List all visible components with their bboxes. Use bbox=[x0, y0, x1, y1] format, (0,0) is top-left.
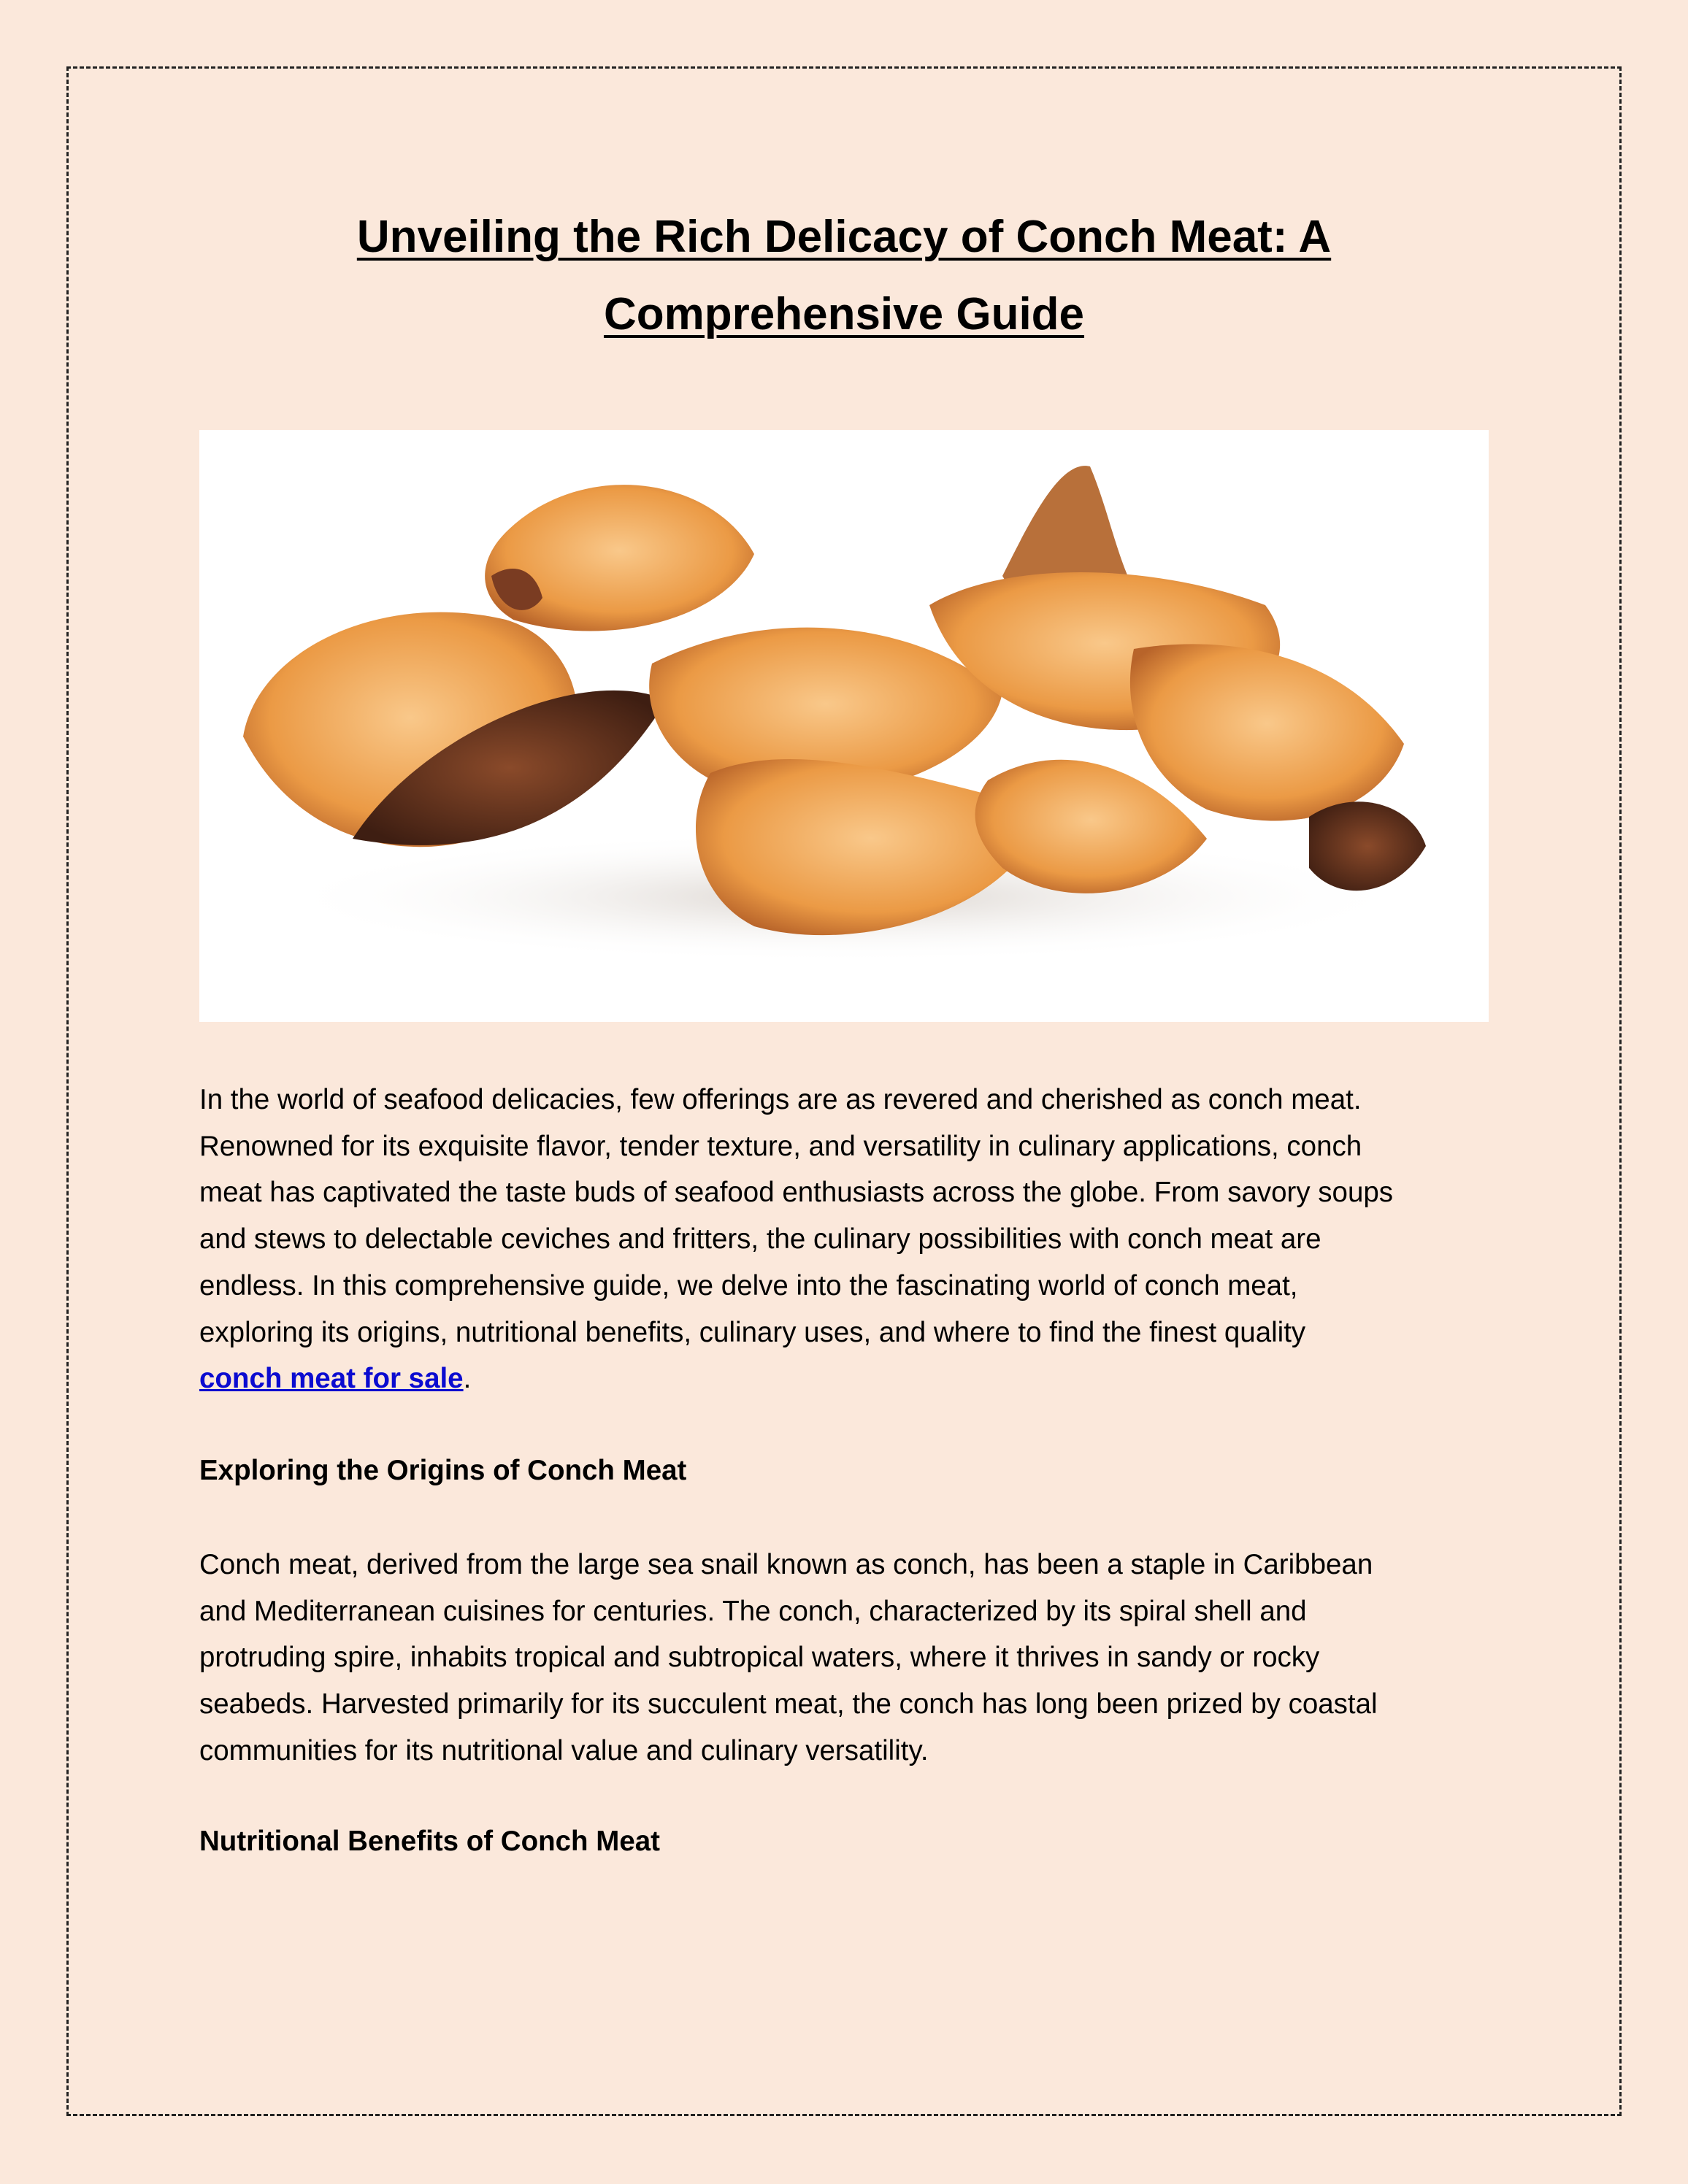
period: . bbox=[463, 1363, 472, 1395]
text-line: Conch meat, derived from the large sea snail known as conch, has been a staple in Caribbean bbox=[199, 1549, 1373, 1580]
origins-paragraph bbox=[199, 1542, 1378, 1774]
text-line: Renowned for its exquisite flavor, tender texture, and versatility in culinary applications, conch bbox=[199, 1130, 1362, 1162]
section-heading-origins: Exploring the Origins of Conch Meat bbox=[199, 1455, 687, 1486]
intro-paragraph bbox=[199, 1077, 1393, 1402]
section-heading-nutrition: Nutritional Benefits of Conch Meat bbox=[199, 1826, 660, 1857]
page-title bbox=[199, 199, 1489, 353]
conch-meat-for-sale-link[interactable]: conch meat for sale bbox=[199, 1363, 464, 1395]
title-line-1: Unveiling the Rich Delicacy of Conch Meat: A bbox=[356, 212, 1332, 262]
text-line: seabeds. Harvested primarily for its succulent meat, the conch has long been prized by coastal bbox=[199, 1688, 1378, 1720]
text-line: In the world of seafood delicacies, few offerings are as revered and cherished as conch meat. bbox=[199, 1084, 1362, 1115]
text-line: and Mediterranean cuisines for centuries. The conch, characterized by its spiral shell and bbox=[199, 1595, 1307, 1627]
text-line: communities for its nutritional value and culinary versatility. bbox=[199, 1734, 929, 1766]
text-line: endless. In this comprehensive guide, we delve into the fascinating world of conch meat, bbox=[199, 1269, 1298, 1301]
text-line: and stews to delectable ceviches and fritters, the culinary possibilities with conch meat are bbox=[199, 1223, 1321, 1256]
text-line: protruding spire, inhabits tropical and subtropical waters, where it thrives in sandy or rocky bbox=[199, 1642, 1320, 1674]
text-line: meat has captivated the taste buds of seafood enthusiasts across the globe. From savory soups bbox=[199, 1177, 1394, 1209]
text-line: exploring its origins, nutritional benefits, culinary uses, and where to find the finest quality bbox=[199, 1316, 1306, 1348]
title-line-2: Comprehensive Guide bbox=[603, 289, 1085, 339]
conch-meat-photo-icon bbox=[199, 430, 1489, 1022]
